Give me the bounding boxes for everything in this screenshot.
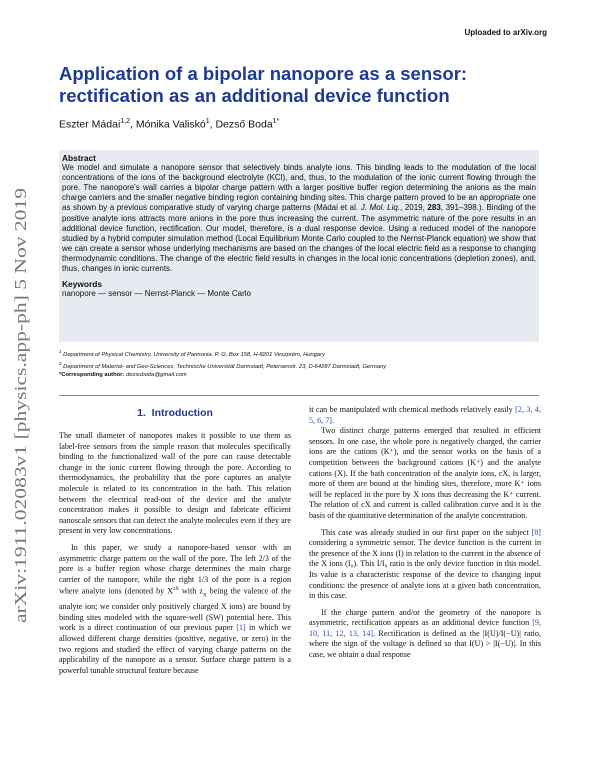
author-name: Eszter Mádai <box>59 118 121 131</box>
keywords-text: nanopore — sensor — Nernst-Planck — Monte Carlo <box>62 289 251 299</box>
journal-name: J. Mol. Liq. <box>360 203 401 213</box>
paragraph: it can be manipulated with chemical methods relatively easily [2, 3, 4, 5, 6, 7]. <box>309 405 541 425</box>
right-column <box>309 405 541 661</box>
author-name: Mónika Valiskó <box>135 118 206 131</box>
footnote-affiliation-1: $^1$ Department of Physical Chemistry, University of Pannonia, P. O. Box 158, H-8201 Veszprém, Hungary <box>59 349 325 358</box>
journal-volume: 283 <box>427 203 441 213</box>
author-list: Eszter Mádai$^{1,2}$, Mónika Valiskó$^1$, Dezső Boda$^{1*}$ <box>59 118 280 131</box>
citation-link[interactable]: [1] <box>236 623 246 633</box>
footnotes <box>59 348 539 380</box>
abstract-text: We model and simulate a nanopore sensor that selectively binds analyte ions. This binding leads to the modulation of the local concentrations of the ions of the background electrolyte (KCl), and, thus, to the modulation of the ionic current flowing through the pore. The nanopore's wall carries a bipolar charge pattern with a larger positive buffer region determining the anions as the main charge carriers and the smaller negative binding region containing binding sites. This charge pattern proved to be an appropriate one as shown by a previous comparative study of varying charge patterns (Mádai et al. J. Mol. Liq., 2019, 283, 391–398.). Binding of the positive analyte ions attracts more anions in the pore thus increasing the current. The asymmetric nature of the pore results in an additional device function, rectification. Our model, therefore, is a dual response device. Using a reduced model of the nanopore studied by a hybrid computer simulation method (Local Equilibrium Monte Carlo coupled to the Nernst-Planck equation) we show that we can create a sensor whose underlying mechanisms are based on the changes of the local electric field as a response to changing thermodynamic conditions. The change of the electric field results in changes in the local ionic concentrations (depletion zones), and, thus, changes in ionic currents. <box>62 163 536 274</box>
paper-title: Application of a bipolar nanopore as a sensor: rectification as an additional device function <box>59 63 468 106</box>
paragraph: In this paper, we study a nanopore-based sensor with an asymmetric charge pattern on the wall of the pore. The left 2/3 of the pore is a buffer region whose charge determines the main charge carrier of the nanopore, while the right 1/3 of the pore is a region where analyte ions (denoted by $X^{zX}$ with $z_X$ being the valence of the analyte ion; we consider only positively charged X ions) are bound by binding sites modeled with the square-well (SW) potential here. This work is a direct continuation of our previous paper [1] in which we allowed different charge densities (positive, negative, or zero) in the two regions and studied the effect of varying charge patterns on the applicability of the nanopore as a sensor. Surface charge pattern is a powerful tunable structural feature because <box>59 542 291 675</box>
footnote-affiliation-2: $^2$ Department of Material- and Geo-Sciences, Technische Universität Darmstadt, Petersenstr. 23, D-64287 Darmstadt, Germany <box>59 360 387 370</box>
author-name: Dezső Boda <box>215 118 273 131</box>
left-column <box>59 431 291 676</box>
abstract-heading: Abstract <box>62 153 96 163</box>
upload-notice: Uploaded to arXiv.org <box>464 28 547 37</box>
divider <box>59 395 539 396</box>
paragraph: The small diameter of nanopores makes it possible to use them as label-free sensors from the simple reason that molecules specifically binding to the functionalized wall of the pore can cause detectable change in the ionic current flowing through the pore. According to thermodynamics, the probability that the pore captures an analyte molecule is related to its concentration in the bath. This relation between the electrical read-out of the device and the analyte concentration makes it possible to design and fabricate efficient nanoscale sensors that can detect the analyte molecules even if they are present in very low concentrations. <box>59 431 291 536</box>
abstract-box <box>59 150 539 342</box>
paragraph: If the charge pattern and/or the geometry of the nanopore is asymmetric, rectification appears as an additional device function [9, 10, 11, 12, 13, 14]. Rectification is defined as the |I(U)/I(−U)| ratio, where the sign of the voltage is defined so that I(U) > |I(−U)|. In this case, we obtain a dual response <box>309 607 541 660</box>
paragraph: Two distinct charge patterns emerged that resulted in efficient sensors. In one case, the whole pore is negatively charged, the carrier ions are the cations (K⁺), and the sensor works on the basis of a competition between the background cations (K⁺) and the analyte cations (X). If the bath concentration of the analyte ions, cX, is larger, more of them are bound at the binding sites, therefore, more K⁺ ions will be replaced in the pore by X ions thus decreasing the K⁺ current. The relation of cX and current is called calibration curve and it is the basis of the quantitative determination of the analyte concentration. <box>309 426 541 520</box>
corresponding-email[interactable]: dezsoboda@gmail.com <box>126 372 187 379</box>
section-heading-introduction: 1. Introduction <box>137 407 213 419</box>
citation-link[interactable]: [8] <box>531 527 541 537</box>
citation-link[interactable]: [9, 10, 11, 12, 13, 14] <box>309 618 541 638</box>
keywords-heading: Keywords <box>62 279 103 290</box>
arxiv-identifier-text: arXiv:1911.02083v1 [physics.app-ph] 5 Nov 2019 <box>11 279 30 623</box>
paragraph: This case was already studied in our first paper on the subject [8] considering a symmetric sensor. The device function is the current in the presence of the X ions (I) in relation to the current in the absence of the X ions (I₀). This I/I₀ ratio is the only device function in this model. Its value is a characteristic response of the device to changing input conditions: the presence of analyte ions at a given bath concentration, in this case. <box>309 527 541 601</box>
arxiv-identifier-vertical <box>4 185 34 625</box>
arxiv-identifier <box>4 185 34 625</box>
citation-link[interactable]: [2, 3, 4, 5, 6, 7] <box>309 405 541 425</box>
author-affiliation: 1* <box>272 118 280 125</box>
author-affiliation: 1,2 <box>120 118 131 125</box>
author-affiliation: 1 <box>205 118 210 125</box>
footnote-corresponding: *Corresponding author: dezsoboda@gmail.com <box>59 372 187 379</box>
